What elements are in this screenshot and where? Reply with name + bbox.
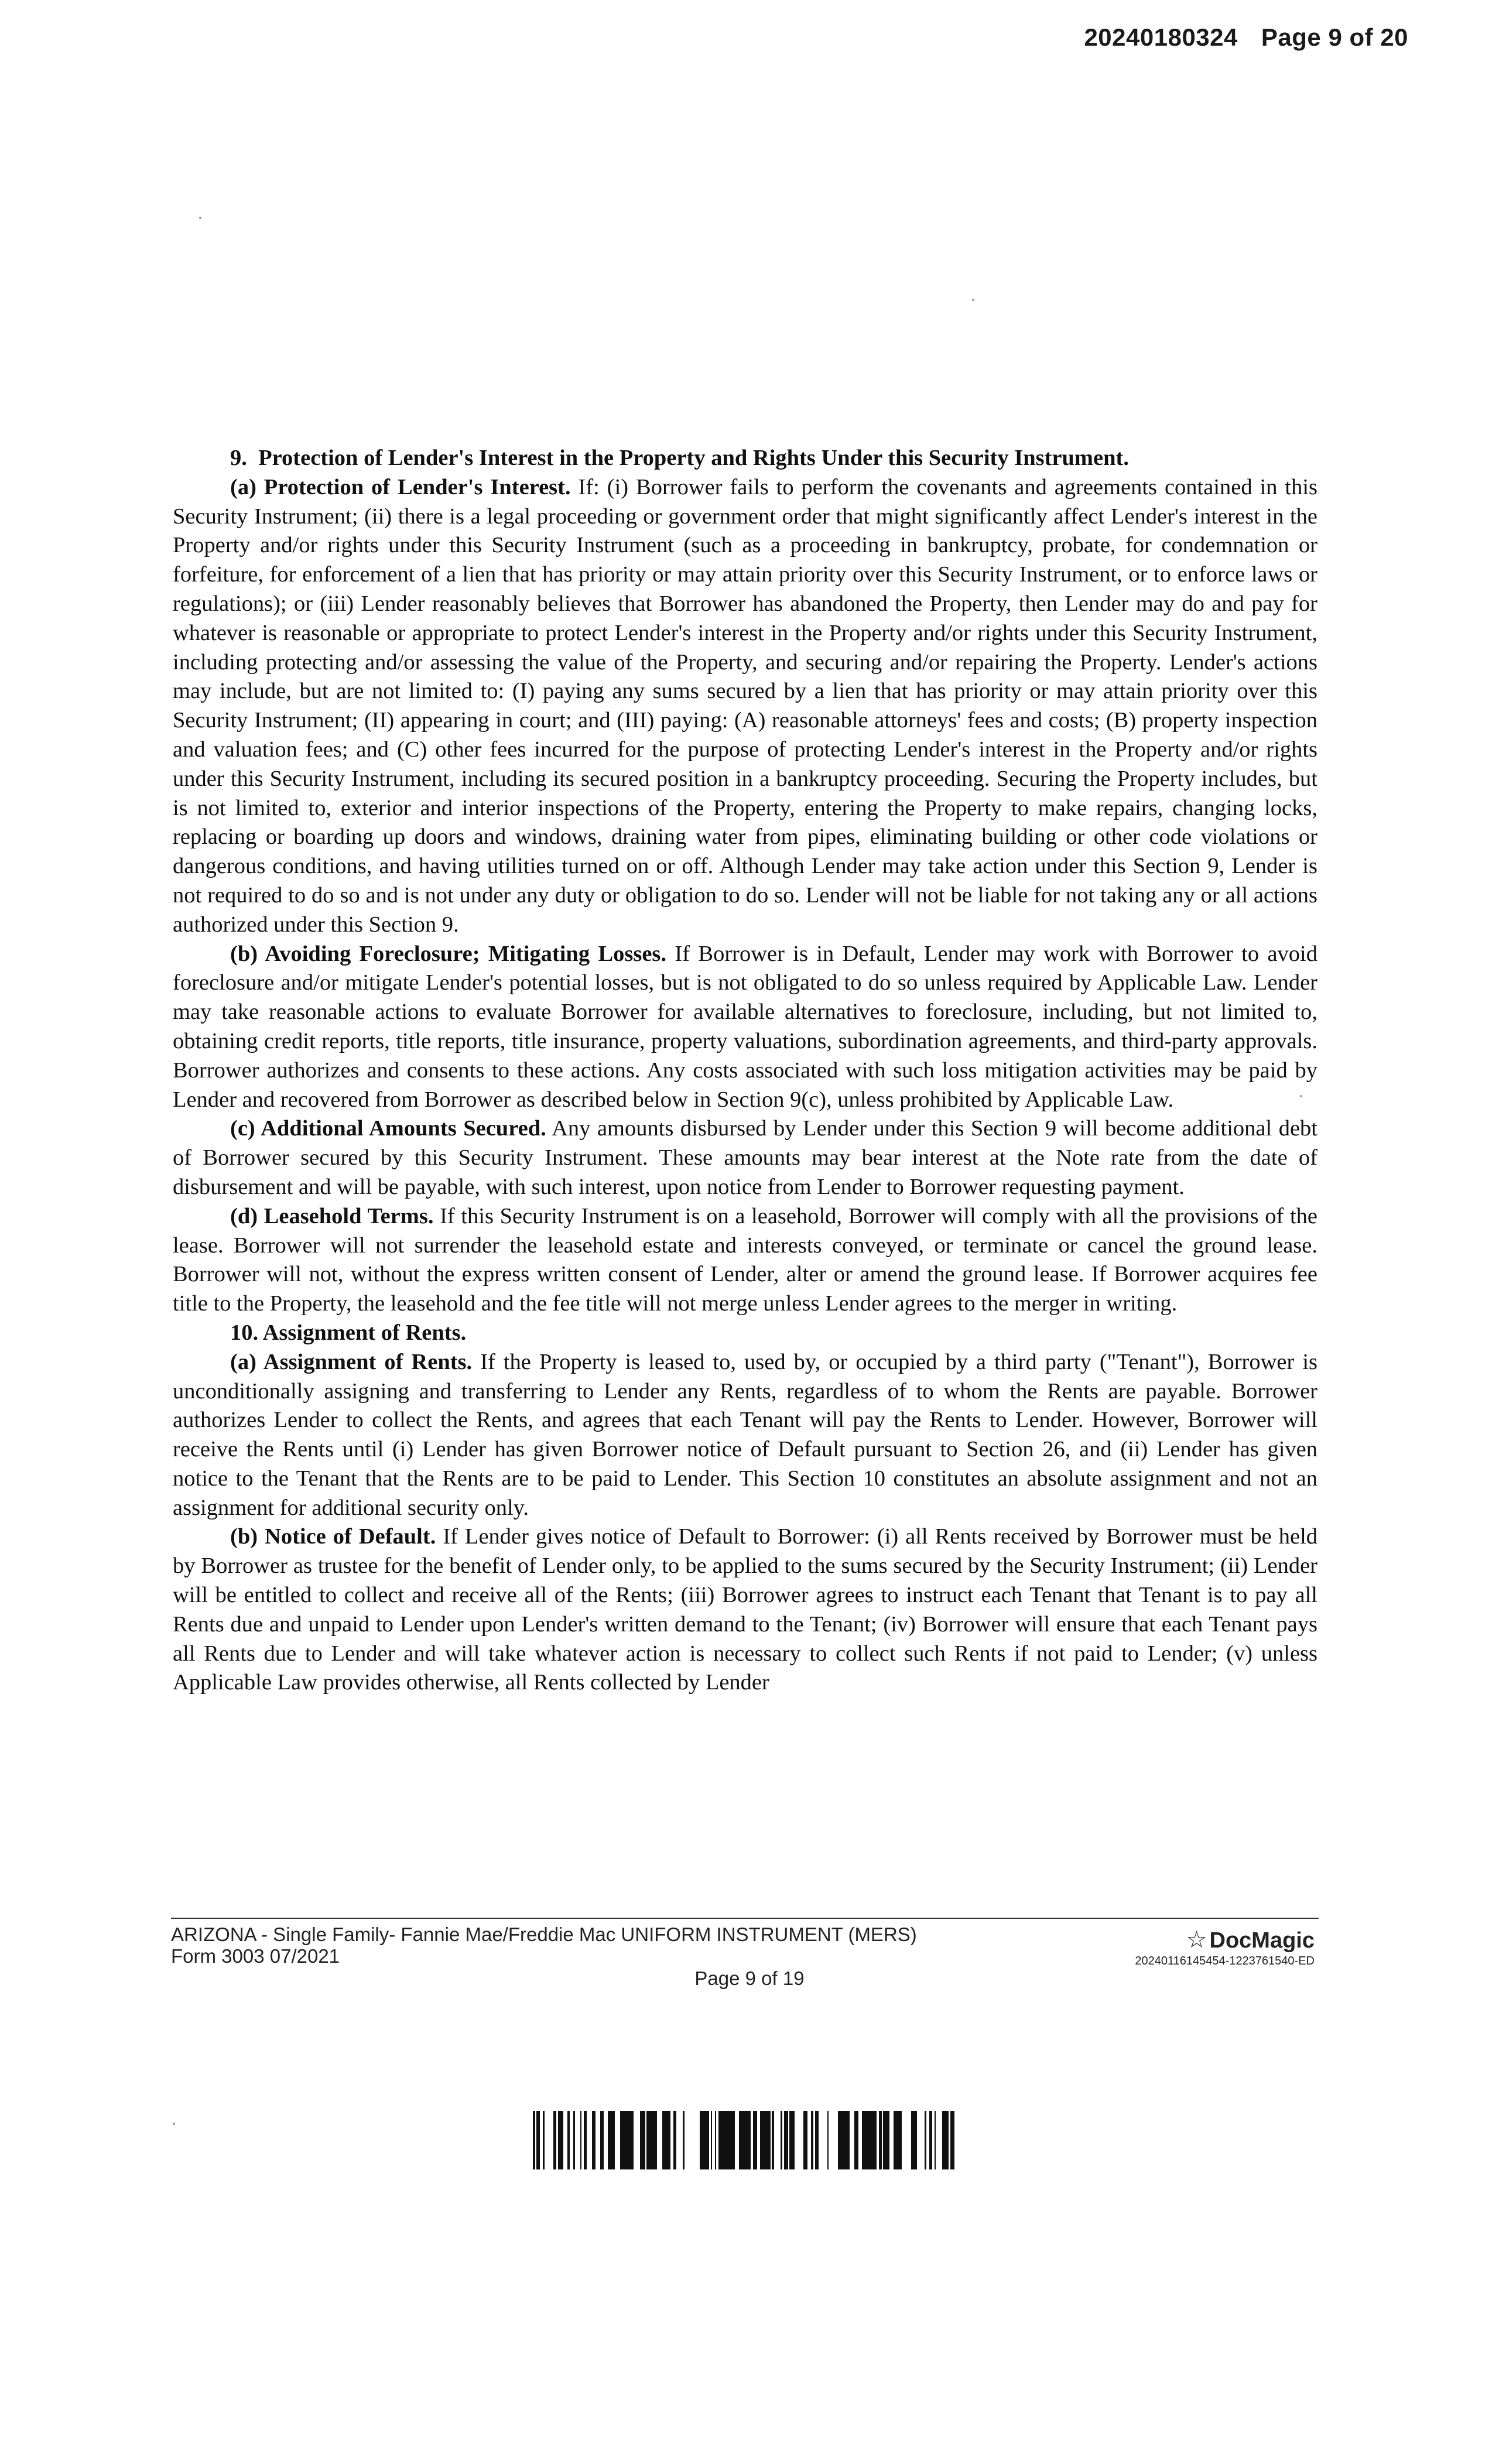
footer-form-info [171,1924,917,1967]
docmagic-logo [1135,1926,1315,1968]
barcode [533,2111,954,2169]
section-9a-paragraph [173,473,1317,940]
page-counter: Page 9 of 20 [1261,23,1408,51]
section-9c-label: (c) Additional Amounts Secured. [230,1116,546,1141]
section-9a-text: If: (i) Borrower fails to perform the covenants and agreements contained in this Security Instrument; (ii) there is a legal proceeding or government order that might significantly affect Lender's interest in the Property and/or rights under this Security Instrument (such as a proceeding in bankruptcy, probate, for condemnation or forfeiture, for enforcement of a lien that has priority or may attain priority over this Security Instrument, or to enforce laws or regulations); or (iii) Lender reasonably believes that Borrower has abandoned the Property, then Lender may do and pay for whatever is reasonable or appropriate to protect Lender's interest in the Property and/or rights under this Security Instrument, including protecting and/or assessing the value of the Property, and securing and/or repairing the Property. Lender's actions may include, but are not limited to: (I) paying any sums secured by a lien that has priority or may attain priority over this Security Instrument; (II) appearing in court; and (III) paying: (A) reasonable attorneys' fees and costs; (B) property inspection and valuation fees; and (C) other fees incurred for the purpose of protecting Lender's interest in the Property and/or rights under this Security Instrument, including its secured position in a bankruptcy proceeding. Securing the Property includes, but is not limited to, exterior and interior inspections of the Property, entering the Property to make repairs, changing locks, replacing or boarding up doors and windows, draining water from pipes, eliminating building or other code violations or dangerous conditions, and having utilities turned on or off. Although Lender may take action under this Section 9, Lender is not required to do so and is not under any duty or obligation to do so. Lender will not be liable for not taking any or all actions authorized under this Section 9. [173,474,1317,937]
scan-speck [1300,1095,1302,1097]
section-10a-paragraph [173,1348,1317,1523]
section-9b-text: If Borrower is in Default, Lender may work with Borrower to avoid foreclosure and/or mitigate Lender's potential losses, but is not obligated to do so unless required by Applicable Law. Lender may take reasonable actions to evaluate Borrower for available alternatives to foreclosure, including, but not limited to, obtaining credit reports, title reports, title insurance, property valuations, subordination agreements, and third-party approvals. Borrower authorizes and consents to these actions. Any costs associated with such loss mitigation activities may be paid by Lender and recovered from Borrower as described below in Section 9(c), unless prohibited by Applicable Law. [173,941,1317,1112]
section-10a-text: If the Property is leased to, used by, or occupied by a third party ("Tenant"), Borrower is unconditionally assigning and transferring to Lender any Rents, regardless of to whom the Rents are payable. Borrower authorizes Lender to collect the Rents, and agrees that each Tenant will pay the Rents to Lender. However, Borrower will receive the Rents until (i) Lender has given Borrower notice of Default pursuant to Section 26, and (ii) Lender has given notice to the Tenant that the Rents are to be paid to Lender. This Section 10 constitutes an absolute assignment and not an assignment for additional security only. [173,1349,1317,1520]
section-9d-text: If this Security Instrument is on a leasehold, Borrower will comply with all the provisions of the lease. Borrower will not surrender the leasehold estate and interests conveyed, or terminate or cancel the ground lease. Borrower will not, without the express written consent of Lender, alter or amend the ground lease. If Borrower acquires fee title to the Property, the leasehold and the fee title will not merge unless Lender agrees to the merger in writing. [173,1203,1318,1316]
section-9d-paragraph [173,1202,1317,1319]
footer-form-number: Form 3003 07/2021 [171,1945,340,1967]
section-10b-label: (b) Notice of Default. [230,1524,436,1549]
scan-speck [173,2123,175,2125]
scan-speck [972,299,974,301]
star-icon: ☆ [1186,1927,1207,1953]
section-10-heading: 10. Assignment of Rents. [230,1320,467,1345]
scan-speck [199,217,201,219]
document-number: 20240180324 [1084,23,1238,51]
footer-divider [171,1918,1319,1919]
section-10b-paragraph [173,1522,1317,1698]
section-9c-text: Any amounts disbursed by Lender under this Section 9 will become additional debt of Borrower secured by this Security Instrument. These amounts may bear interest at the Note rate from the date of disbursement and will be payable, with such interest, upon notice from Lender to Borrower requesting payment. [173,1116,1317,1199]
section-9b-label: (b) Avoiding Foreclosure; Mitigating Losses. [230,941,667,966]
footer-page-number: Page 9 of 19 [694,1967,805,1989]
section-9b-paragraph [173,940,1317,1115]
brand-name: DocMagic [1209,1928,1315,1953]
document-body [173,444,1317,1698]
section-9d-label: (d) Leasehold Terms. [230,1203,434,1228]
section-10a-label: (a) Assignment of Rents. [230,1349,473,1374]
brand-code: 20240116145454-1223761540-ED [1135,1955,1315,1967]
section-9c-paragraph [173,1114,1317,1202]
section-10b-text: If Lender gives notice of Default to Borrower: (i) all Rents received by Borrower must be held by Borrower as trustee for the benefit of Lender only, to be applied to the sums secured by the Security Instrument; (ii) Lender will be entitled to collect and receive all of the Rents; (iii) Borrower agrees to instruct each Tenant that Tenant is to pay all Rents due and unpaid to Lender upon Lender's written demand to the Tenant; (iv) Borrower will ensure that each Tenant pays all Rents due to Lender and will take whatever action is necessary to collect such Rents if not paid to Lender; (v) unless Applicable Law provides otherwise, all Rents collected by Lender [173,1524,1318,1695]
section-9a-label: (a) Protection of Lender's Interest. [230,474,571,499]
page-header [1084,23,1408,52]
section-9-heading: 9. Protection of Lender's Interest in the Property and Rights Under this Security Instrument. [230,446,1129,470]
footer-form-title: ARIZONA - Single Family- Fannie Mae/Freddie Mac UNIFORM INSTRUMENT (MERS) [171,1924,917,1945]
